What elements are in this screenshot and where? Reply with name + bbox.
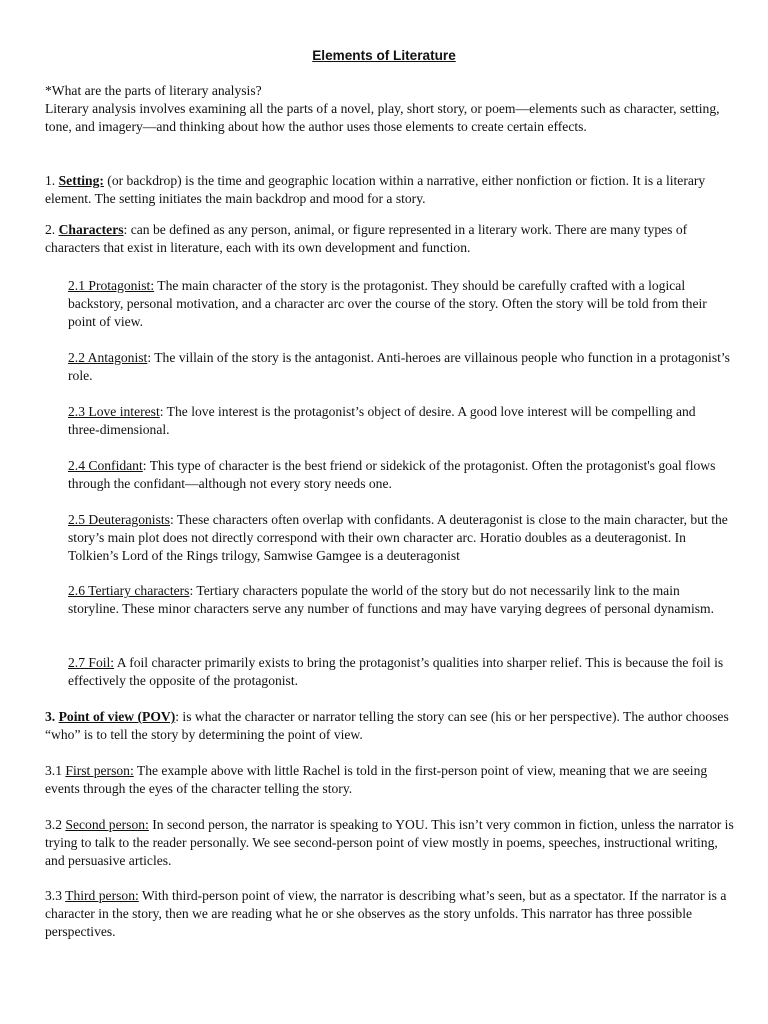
deuteragonists-text: : These characters often overlap with confidants. A deuteragonist is close to the main character, but the story’s main plot does not directly correspond with their own character arc. Horatio doubles as a deuteragonist. In Tolkien’s Lord of the Rings trilogy, Samwise Gamgee is a deuteragonist: [68, 512, 728, 563]
intro-paragraph: [45, 82, 735, 136]
deuteragonists-term: 2.5 Deuteragonists: [68, 512, 170, 527]
page-title: Elements of Literature: [312, 48, 456, 63]
setting-term: Setting:: [58, 173, 104, 188]
first-person-term: First person:: [65, 763, 134, 778]
protagonist-paragraph: [68, 277, 730, 331]
third-person-term: Third person:: [65, 888, 139, 903]
pov-number: 3.: [45, 709, 59, 724]
pov-term: Point of view (POV): [58, 709, 176, 724]
protagonist-term: 2.1 Protagonist:: [68, 278, 155, 293]
foil-paragraph: [68, 654, 730, 690]
setting-number: 1.: [45, 173, 59, 188]
intro-question: *What are the parts of literary analysis?: [45, 83, 262, 98]
confidant-paragraph: [68, 457, 730, 493]
pov-paragraph: [45, 708, 735, 744]
first-person-paragraph: [45, 762, 735, 798]
third-person-number: 3.3: [45, 888, 66, 903]
second-person-text: In second person, the narrator is speaking to YOU. This isn’t very common in fiction, unless the narrator is trying to talk to the reader personally. We see second-person point of view mostly in poems, speeches, instructional writing, and persuasive articles.: [45, 817, 734, 868]
foil-text: A foil character primarily exists to bring the protagonist’s qualities into sharper relief. This is because the foil is effectively the opposite of the protagonist.: [68, 655, 724, 688]
pov-text: : is what the character or narrator telling the story can see (his or her perspective). The author chooses “who” is to tell the story by determining the point of view.: [45, 709, 729, 742]
third-person-paragraph: [45, 887, 735, 941]
characters-paragraph: [45, 221, 735, 257]
deuteragonists-paragraph: [68, 511, 730, 565]
tertiary-paragraph: [68, 582, 730, 618]
antagonist-text: : The villain of the story is the antagonist. Anti-heroes are villainous people who function in a protagonist’s role.: [68, 350, 730, 383]
second-person-term: Second person:: [65, 817, 149, 832]
first-person-number: 3.1: [45, 763, 66, 778]
love-interest-term: 2.3 Love interest: [68, 404, 160, 419]
antagonist-term: 2.2 Antagonist: [68, 350, 148, 365]
characters-text: : can be defined as any person, animal, or figure represented in a literary work. There are many types of characters that exist in literature, each with its own development and function.: [45, 222, 688, 255]
setting-text: (or backdrop) is the time and geographic location within a narrative, either nonfiction or fiction. It is a literary element. The setting initiates the main backdrop and mood for a story.: [45, 173, 706, 206]
third-person-text: With third-person point of view, the narrator is describing what’s seen, but as a spectator. If the narrator is a character in the story, then we are reading what he or she observes as the story unfolds. This narrator has three possible perspectives.: [45, 888, 727, 939]
protagonist-text: The main character of the story is the protagonist. They should be carefully crafted with a logical backstory, personal motivation, and a character arc over the course of the story. Often the story will be told from their point of view.: [68, 278, 707, 329]
tertiary-text: : Tertiary characters populate the world of the story but do not necessarily link to the main storyline. These minor characters serve any number of functions and may have varying degrees of personal dynamism.: [68, 583, 715, 616]
love-interest-paragraph: [68, 403, 730, 439]
antagonist-paragraph: [68, 349, 730, 385]
love-interest-text: : The love interest is the protagonist’s object of desire. A good love interest will be compelling and three-dimensional.: [68, 404, 696, 437]
confidant-term: 2.4 Confidant: [68, 458, 143, 473]
intro-text: Literary analysis involves examining all the parts of a novel, play, short story, or poem—elements such as character, setting, tone, and imagery—and thinking about how the author uses those elements to create certain effects.: [45, 101, 720, 134]
second-person-number: 3.2: [45, 817, 66, 832]
characters-term: Characters: [58, 222, 124, 237]
characters-number: 2.: [45, 222, 59, 237]
first-person-text: The example above with little Rachel is told in the first-person point of view, meaning that we are seeing events through the eyes of the character telling the story.: [45, 763, 708, 796]
second-person-paragraph: [45, 816, 735, 870]
foil-term: 2.7 Foil:: [68, 655, 115, 670]
setting-paragraph: [45, 172, 735, 208]
tertiary-term: 2.6 Tertiary characters: [68, 583, 190, 598]
confidant-text: : This type of character is the best friend or sidekick of the protagonist. Often the protagonist's goal flows through the confidant—although not every story needs one.: [68, 458, 716, 491]
